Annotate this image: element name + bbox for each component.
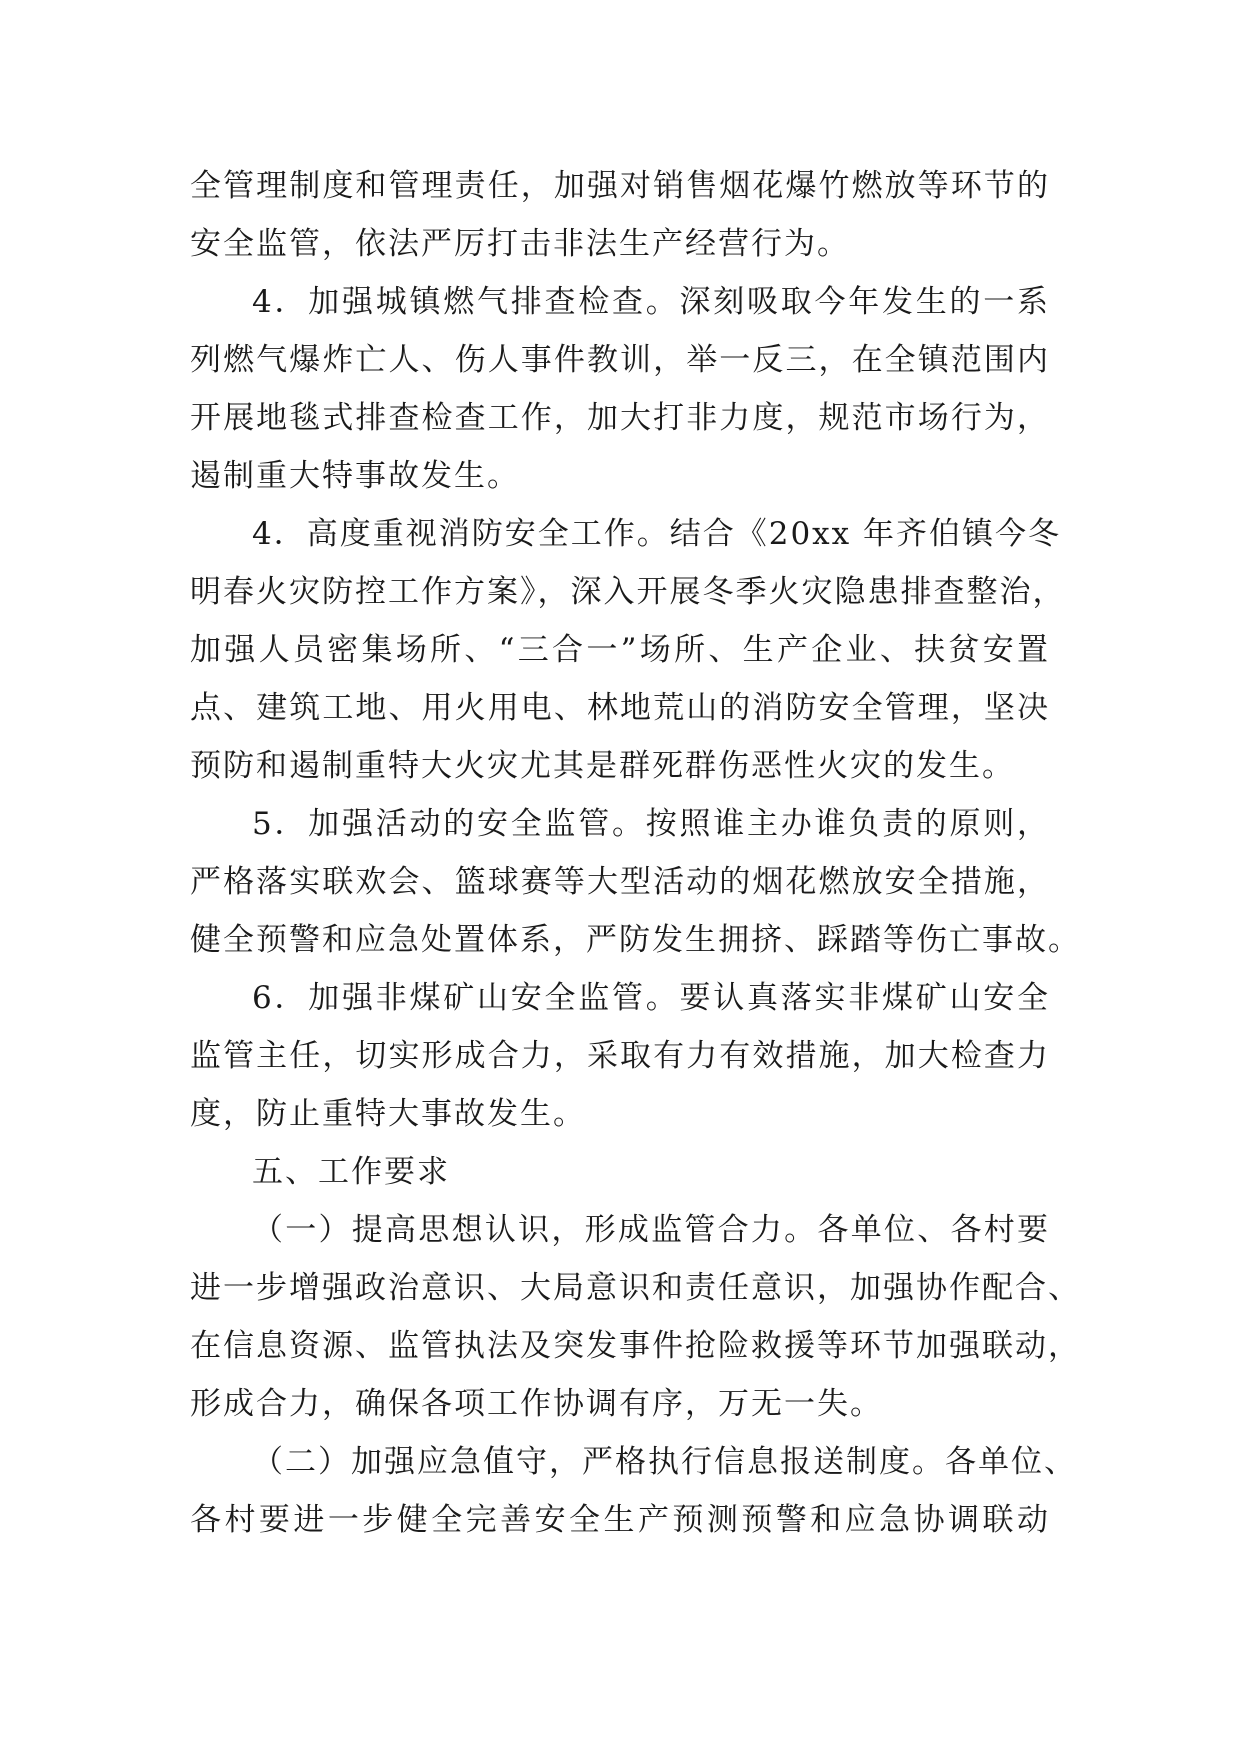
paragraph-line: 度，防止重特大事故发生。 xyxy=(190,1096,586,1132)
paragraph-line: 明春火灾防控工作方案》，深入开展冬季火灾隐患排查整治， xyxy=(190,574,1066,610)
paragraph-line: 安全监管，依法严厉打击非法生产经营行为。 xyxy=(190,226,850,262)
paragraph-line: 遏制重大特事故发生。 xyxy=(190,458,520,494)
paragraph-line: 健全预警和应急处置体系，严防发生拥挤、踩踏等伤亡事故。 xyxy=(190,922,1081,958)
paragraph-line: 6．加强非煤矿山安全监管。要认真落实非煤矿山安全 xyxy=(252,980,1050,1016)
paragraph-line: 5．加强活动的安全监管。按照谁主办谁负责的原则， xyxy=(252,806,1050,842)
paragraph-line: 各村要进一步健全完善安全生产预测预警和应急协调联动 xyxy=(190,1502,1050,1538)
paragraph-line: 列燃气爆炸亡人、伤人事件教训，举一反三，在全镇范围内 xyxy=(190,342,1050,378)
paragraph-line: 形成合力，确保各项工作协调有序，万无一失。 xyxy=(190,1386,883,1422)
paragraph-line: 监管主任，切实形成合力，采取有力有效措施，加大检查力 xyxy=(190,1038,1050,1074)
paragraph-line: 点、建筑工地、用火用电、林地荒山的消防安全管理，坚决 xyxy=(190,690,1050,726)
paragraph-line: 开展地毯式排查检查工作，加大打非力度，规范市场行为， xyxy=(190,400,1050,436)
section-heading: 五、工作要求 xyxy=(252,1154,450,1190)
paragraph-line: 4．高度重视消防安全工作。结合《20xx 年齐伯镇今冬 xyxy=(252,516,1061,552)
paragraph-line: 进一步增强政治意识、大局意识和责任意识，加强协作配合、 xyxy=(190,1270,1081,1306)
paragraph-line: 全管理制度和管理责任，加强对销售烟花爆竹燃放等环节的 xyxy=(190,168,1050,204)
paragraph-line: 加强人员密集场所、“三合一”场所、生产企业、扶贫安置 xyxy=(190,632,1050,668)
paragraph-line: 严格落实联欢会、篮球赛等大型活动的烟花燃放安全措施， xyxy=(190,864,1050,900)
paragraph-line: 预防和遏制重特大火灾尤其是群死群伤恶性火灾的发生。 xyxy=(190,748,1015,784)
paragraph-line: 在信息资源、监管执法及突发事件抢险救援等环节加强联动， xyxy=(190,1328,1081,1364)
paragraph-line: 4．加强城镇燃气排查检查。深刻吸取今年发生的一系 xyxy=(252,284,1050,320)
document-body xyxy=(190,157,1081,1549)
paragraph-line: （一）提高思想认识，形成监管合力。各单位、各村要 xyxy=(252,1212,1050,1248)
paragraph-line: （二）加强应急值守，严格执行信息报送制度。各单位、 xyxy=(252,1444,1077,1480)
